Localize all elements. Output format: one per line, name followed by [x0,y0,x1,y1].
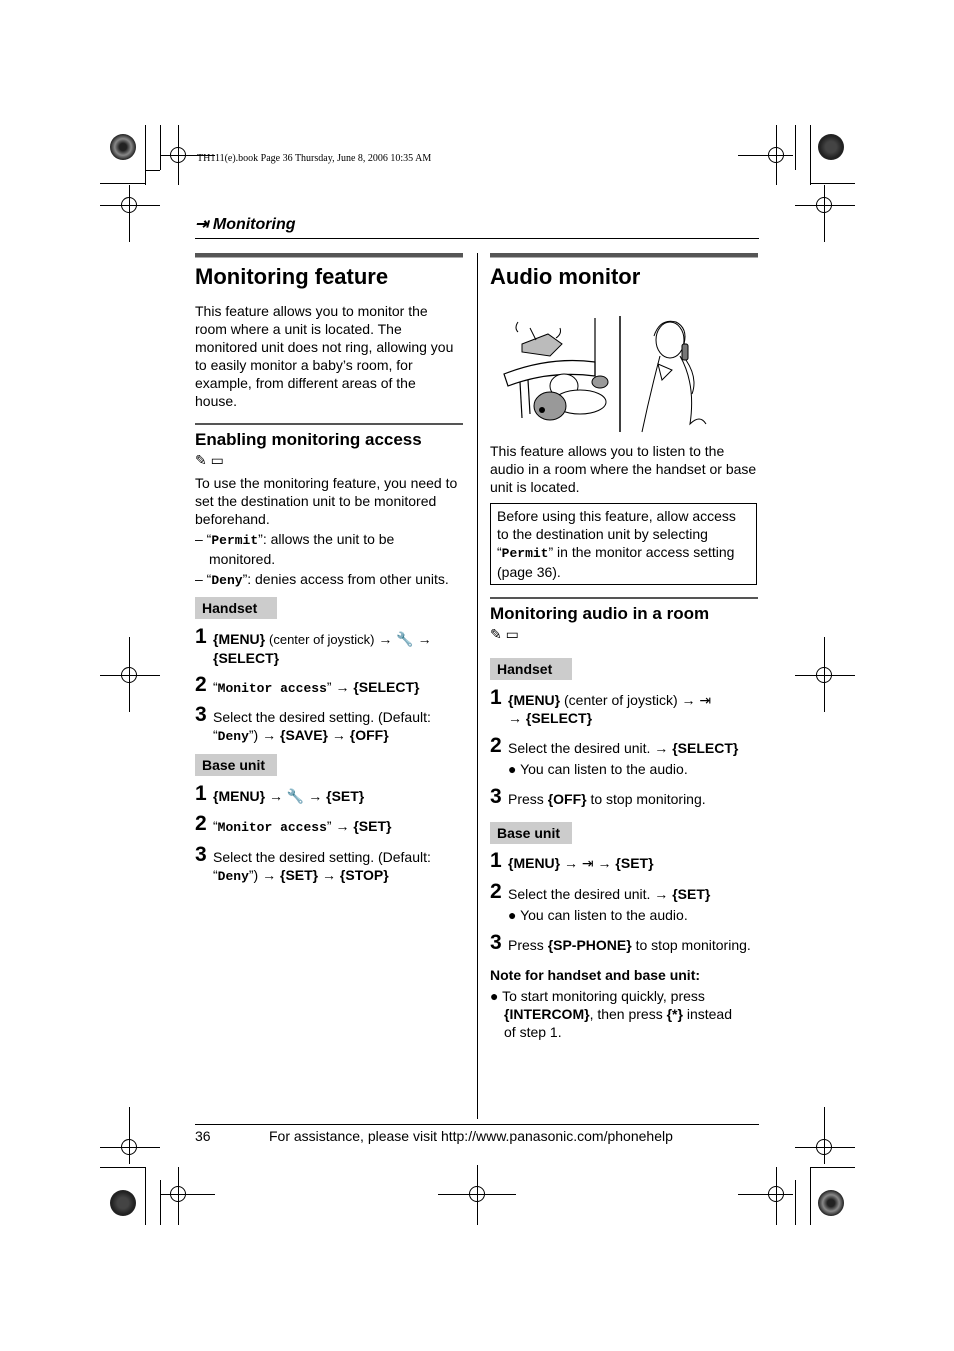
monitoring-illustration [500,314,716,434]
subsection-rule [490,597,758,599]
subsection-rule [195,423,463,425]
assistance-url[interactable]: For assistance, please visit http://www.panasonic.com/phonehelp [269,1128,673,1144]
handset-step-1: {MENU} (center of joystick) → 🔧 → {SELECT} [213,631,432,666]
step-number: 2 [195,812,207,835]
step-number: 3 [195,703,207,726]
step-number: 3 [195,843,207,866]
audio-handset-step-3: Press {OFF} to stop monitoring. [508,791,706,807]
base-step-1: {MENU} → 🔧 → {SET} [213,788,365,804]
intro-text: This feature allows you to monitor the room where a unit is located. The monitored unit does not ring, allowing you to easily monitor a baby’s room, for example, from different areas of the house. [195,303,454,409]
print-meta-line: TH111(e).book Page 36 Thursday, June 8, 2006 10:35 AM [197,153,432,164]
monitor-icon: ⇥ [581,855,594,871]
audio-handset-step-2: Select the desired unit. → {SELECT} ● You can listen to the audio. [508,740,739,777]
handset-step-3: Select the desired setting. (Default: “Deny”) → {SAVE} → {OFF} [213,709,431,744]
header-rule [195,238,759,239]
base-unit-tag: Base unit [195,754,277,776]
title-bar [490,253,758,258]
subsection-title: Monitoring audio in a room [490,604,710,623]
step-number: 1 [195,625,207,648]
note-title: Note for handset and base unit: [490,967,701,983]
step-number: 3 [490,931,502,954]
monitor-icon: ⇥ [699,692,712,708]
base-step-2: “Monitor access” → {SET} [213,818,392,835]
page-title: Monitoring feature [195,264,389,289]
audio-base-step-1: {MENU} → ⇥ → {SET} [508,855,654,871]
step-number: 2 [490,734,502,757]
audio-base-step-3: Press {SP-PHONE} to stop monitoring. [508,937,751,953]
crop-target-icon [110,1190,136,1216]
handset-step-2: “Monitor access” → {SELECT} [213,679,420,696]
section-header: ⇥ Monitoring [195,216,296,233]
option-deny: – “Deny”: denies access from other units. [195,571,449,588]
subsection-title: Enabling monitoring access [195,430,422,449]
base-step-3: Select the desired setting. (Default: “Deny”) → {SET} → {STOP} [213,849,431,884]
crop-target-icon [818,1190,844,1216]
access-note-box: Before using this feature, allow access to the destination unit by selecting “Permit” in the monitor access setting (page 36). [490,503,757,585]
title-bar [195,253,463,258]
handset-tag: Handset [490,658,572,680]
base-unit-tag: Base unit [490,822,572,844]
wrench-icon: 🔧 [286,788,305,804]
monitor-icon: ⇥ [195,216,209,233]
handset-base-icon: ✎ ▭ [490,626,519,642]
page-title: Audio monitor [490,264,641,289]
step-number: 3 [490,785,502,808]
crop-target-icon [110,134,136,160]
option-permit: – “Permit”: allows the unit to be monitored. [195,531,395,567]
handset-tag: Handset [195,597,277,619]
audio-intro: This feature allows you to listen to the audio in a room where the handset or base unit is located. [490,443,757,495]
step-number: 1 [490,849,502,872]
column-divider [477,253,478,1119]
audio-base-step-2: Select the desired unit. → {SET} ● You can listen to the audio. [508,886,711,923]
note-text: ● To start monitoring quickly, press {INTERCOM}, then press {*} instead of step 1. [490,988,733,1040]
audio-handset-step-1: {MENU} (center of joystick) → ⇥ → {SELECT} [508,692,712,726]
step-number: 2 [195,673,207,696]
crop-target-icon [818,134,844,160]
footer-rule [195,1124,759,1125]
wrench-icon: 🔧 [396,631,414,647]
subsection-intro: To use the monitoring feature, you need to set the destination unit to be monitored beforehand. [195,475,458,527]
handset-base-icon: ✎ ▭ [195,452,224,468]
step-number: 1 [195,782,207,805]
page-number: 36 [195,1128,211,1144]
step-number: 2 [490,880,502,903]
step-number: 1 [490,686,502,709]
